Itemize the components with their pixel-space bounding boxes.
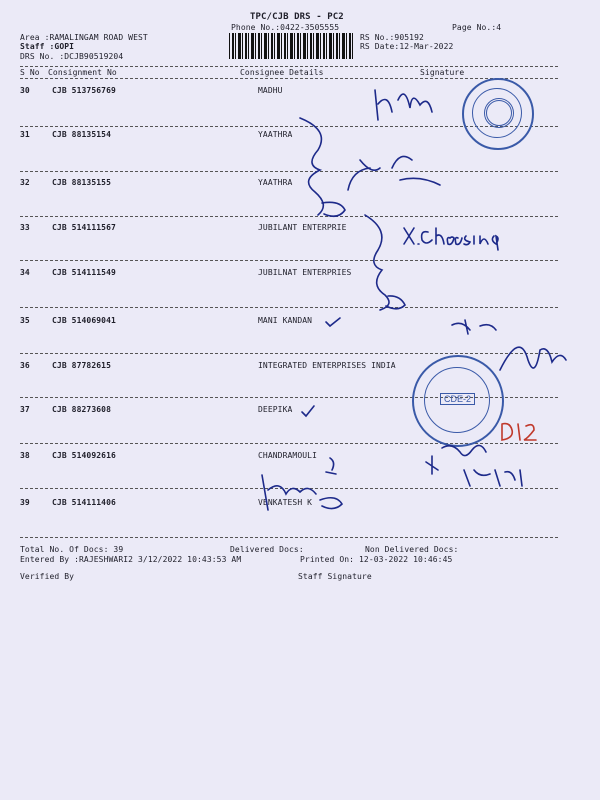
row-35-consignment: CJB 514069041 (52, 316, 116, 325)
row-37-consignee: DEEPIKA (258, 405, 293, 414)
col-consignment: Consignment No (48, 68, 117, 77)
row-34-sno: 34 (20, 268, 30, 277)
row-31-consignment: CJB 88135154 (52, 130, 112, 139)
row-30-sno: 30 (20, 86, 30, 95)
row-34-consignee: JUBILNAT ENTERPRIES (258, 268, 352, 277)
company-stamp-integrated: CDE-2 (412, 355, 504, 447)
row-32-consignee: YAATHRA (258, 178, 293, 187)
row-30-consignment: CJB 513756769 (52, 86, 116, 95)
row-32-sno: 32 (20, 178, 30, 187)
row-33-sno: 33 (20, 223, 30, 232)
row-39-consignment: CJB 514111406 (52, 498, 116, 507)
row-30-consignee: MADHU (258, 86, 283, 95)
entered-by: Entered By :RAJESHWARI2 3/12/2022 10:43:53 AM (20, 555, 242, 564)
row-33-consignment: CJB 514111567 (52, 223, 116, 232)
report-title: TPC/CJB DRS - PC2 (250, 12, 344, 22)
row-37-consignment: CJB 88273608 (52, 405, 112, 414)
area-label: Area :RAMALINGAM ROAD WEST (20, 33, 148, 42)
row-36-sno: 36 (20, 361, 30, 370)
row-36-consignee: INTEGRATED ENTERPRISES INDIA (258, 361, 396, 370)
non-delivered-docs: Non Delivered Docs: (365, 545, 459, 554)
row-36-consignment: CJB 87782615 (52, 361, 112, 370)
row-39-sno: 39 (20, 498, 30, 507)
rs-date: RS Date:12-Mar-2022 (360, 42, 454, 51)
row-38-sno: 38 (20, 451, 30, 460)
rs-number: RS No.:905192 (360, 33, 424, 42)
printed-on: Printed On: 12-03-2022 10:46:45 (300, 555, 453, 564)
row-35-consignee: MANI KANDAN (258, 316, 313, 325)
row-33-consignee: JUBILANT ENTERPRIE (258, 223, 347, 232)
phone-number: Phone No.:0422-3505555 (231, 23, 340, 32)
staff-label: Staff :GOPI (20, 42, 75, 51)
col-signature: Signature (420, 68, 465, 77)
row-37-sno: 37 (20, 405, 30, 414)
row-34-consignment: CJB 514111549 (52, 268, 116, 277)
row-32-consignment: CJB 88135155 (52, 178, 112, 187)
delivered-docs: Delivered Docs: (230, 545, 304, 554)
row-31-consignee: YAATHRA (258, 130, 293, 139)
col-sno: S No (20, 68, 40, 77)
row-31-sno: 31 (20, 130, 30, 139)
drs-number: DRS No. :DCJB90519204 (20, 52, 124, 61)
row-38-consignment: CJB 514092616 (52, 451, 116, 460)
col-consignee: Consignee Details (240, 68, 324, 77)
row-39-consignee: VENKATESH K (258, 498, 313, 507)
row-35-sno: 35 (20, 316, 30, 325)
verified-by: Verified By (20, 572, 75, 581)
page-number: Page No.:4 (452, 23, 502, 32)
total-docs: Total No. Of Docs: 39 (20, 545, 124, 554)
row-38-consignee: CHANDRAMOULI (258, 451, 317, 460)
staff-signature-label: Staff Signature (298, 572, 372, 581)
